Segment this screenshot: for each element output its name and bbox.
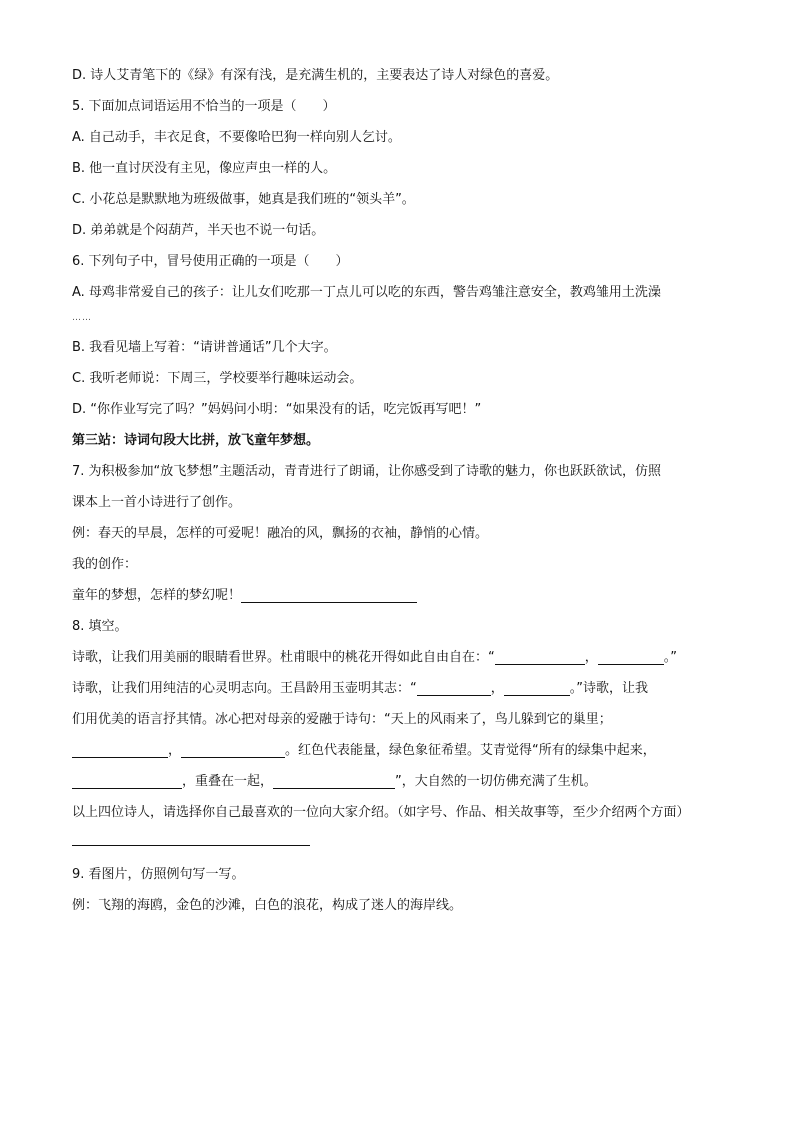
question-8: 8. 填空。 [72, 619, 128, 634]
q9-example: 例：飞翔的海鸥，金色的沙滩，白色的浪花，构成了迷人的海岸线。 [72, 898, 463, 913]
q8-comma-2: ， [490, 681, 504, 696]
q8-blank-4[interactable] [504, 679, 570, 696]
q7-prompt: 童年的梦想，怎样的梦幻呢！ [72, 588, 242, 603]
q5-option-d: D. 弟弟就是个闷葫芦，半天也不说一句话。 [72, 223, 325, 238]
q8-overlap-text: ，重叠在一起， [182, 774, 274, 789]
q7-my-creation-label: 我的创作： [72, 557, 138, 572]
question-9: 9. 看图片，仿照例句写一写。 [72, 867, 245, 882]
q8-blank-8[interactable] [273, 772, 395, 789]
q8-close-2: 。”诗歌，让我 [569, 681, 649, 696]
q8-wang-text: 诗歌，让我们用纯洁的心灵明志向。王昌龄用玉壶明其志：“ [72, 681, 417, 696]
q8-comma-1: ， [584, 650, 598, 665]
question-7-cont: 课本上一首小诗进行了创作。 [72, 495, 242, 510]
question-7: 7. 为积极参加“放飞梦想”主题活动，青青进行了朗诵，让你感受到了诗歌的魅力，你也跃跃欲试，仿照 [72, 464, 662, 479]
q5-option-c: C. 小花总是默默地为班级做事，她真是我们班的“领头羊”。 [72, 192, 415, 207]
q5-option-b: B. 他一直讨厌没有主见，像应声虫一样的人。 [72, 161, 337, 176]
q8-bing-xin-line: 们用优美的语言抒其情。冰心把对母亲的爱融于诗句：“天上的风雨来了，鸟儿躲到它的巢里； [72, 712, 612, 727]
q8-blank-5[interactable] [72, 741, 168, 758]
q8-nature-text: ”，大自然的一切仿佛充满了生机。 [395, 774, 597, 789]
q8-blank-2[interactable] [598, 648, 664, 665]
q8-introduce-blank[interactable] [72, 844, 310, 846]
question-5: 5. 下面加点词语运用不恰当的一项是（ ） [72, 99, 336, 114]
q5-option-a: A. 自己动手，丰衣足食，不要像哈巴狗一样向别人乞讨。 [72, 130, 401, 145]
q8-wang-changling-line [72, 673, 724, 704]
section-3-heading: 第三站：诗词句段大比拼，放飞童年梦想。 [72, 433, 320, 448]
q6-option-c: C. 我听老师说：下周三，学校要举行趣味运动会。 [72, 371, 363, 386]
q6-option-a: A. 母鸡非常爱自己的孩子：让儿女们吃那一丁点儿可以吃的东西，警告鸡雏注意安全，教鸡雏用土洗澡 [72, 285, 661, 300]
q7-answer-line [72, 580, 724, 611]
q8-blank-1[interactable] [495, 648, 585, 665]
q7-answer-blank[interactable] [241, 586, 417, 603]
q8-close-1: 。” [663, 650, 678, 665]
document-page [72, 60, 724, 921]
q4-option-d: D. 诗人艾青笔下的《绿》有深有浅，是充满生机的，主要表达了诗人对绿色的喜爱。 [72, 68, 559, 83]
q7-example: 例：春天的早晨，怎样的可爱呢！融冶的风，飘扬的衣袖，静悄的心情。 [72, 526, 489, 541]
q8-blank-7[interactable] [72, 772, 182, 789]
q8-blank-6[interactable] [181, 741, 285, 758]
q8-du-fu-line [72, 642, 724, 673]
q6-option-d: D. “你作业写完了吗？”妈妈问小明：“如果没有的话，吃完饭再写吧！” [72, 402, 482, 417]
q8-introduce-answer-line [72, 828, 724, 859]
q8-blank-3[interactable] [417, 679, 491, 696]
q8-green-line [72, 766, 724, 797]
q8-du-fu-text: 诗歌，让我们用美丽的眼睛看世界。杜甫眼中的桃花开得如此自由自在：“ [72, 650, 495, 665]
q6-option-a-ellipsis: …… [72, 313, 92, 323]
q8-introduce-prompt: 以上四位诗人，请选择你自己最喜欢的一位向大家介绍。（如字号、作品、相关故事等，至少介绍两个方面） [72, 805, 690, 820]
q8-ai-qing-line [72, 735, 724, 766]
q8-ai-qing-text: 。红色代表能量，绿色象征希望。艾青觉得“所有的绿集中起来， [285, 743, 656, 758]
q6-option-b: B. 我看见墙上写着：“请讲普通话”几个大字。 [72, 340, 337, 355]
question-6: 6. 下列句子中，冒号使用正确的一项是（ ） [72, 254, 349, 269]
q8-comma-3: ， [168, 743, 182, 758]
